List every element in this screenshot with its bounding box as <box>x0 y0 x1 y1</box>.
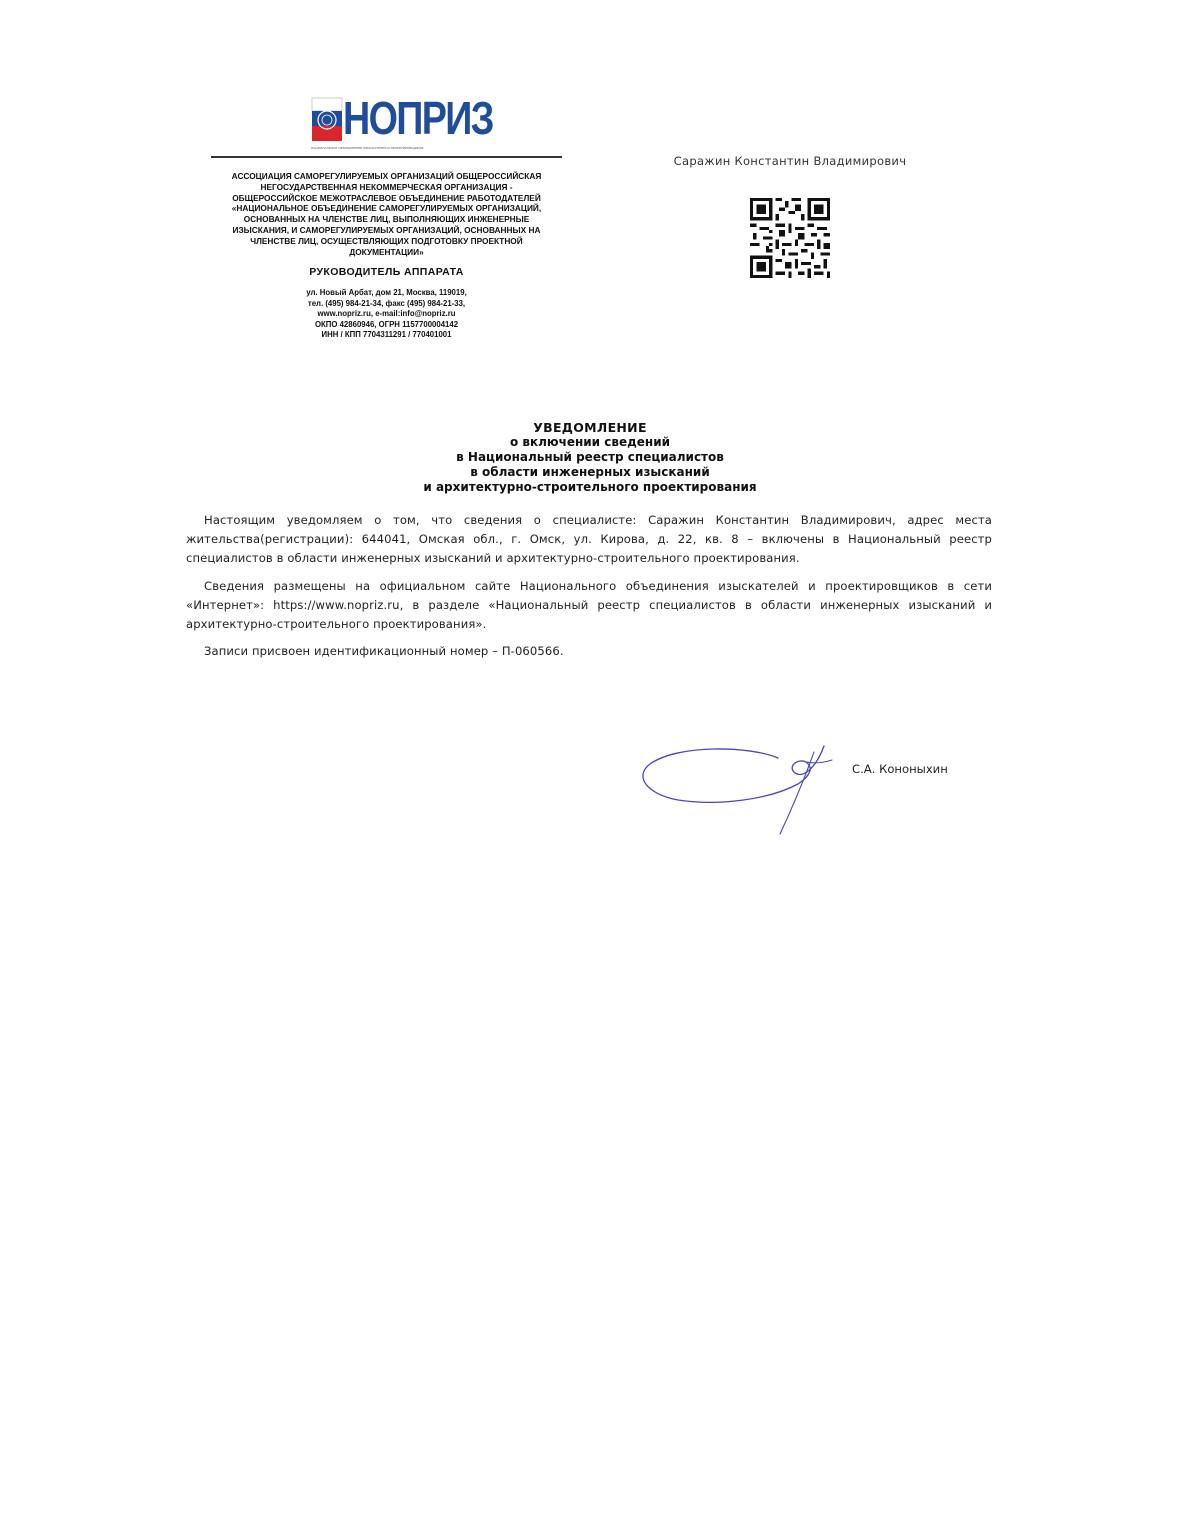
notice-heading: УВЕДОМЛЕНИЕ <box>533 420 647 435</box>
org-name-line: «НАЦИОНАЛЬНОЕ ОБЪЕДИНЕНИЕ САМОРЕГУЛИРУЕМЫХ ОРГАНИЗАЦИЙ, <box>231 203 542 214</box>
body-paragraph-inclusion: Настоящим уведомляем о том, что сведения о специалисте: Саражин Константин Владимирович, адрес места жительства(регистрации): 644041, Омская обл., г. Омск, ул. Кирова, д. 22, кв. 8 – включены в Национальный реестр специалистов в области инженерных изысканий и архитектурно-строительного проектирования. <box>186 513 992 566</box>
org-name-line: ОСНОВАННЫХ НА ЧЛЕНСТВЕ ЛИЦ, ВЫПОЛНЯЮЩИХ ИНЖЕНЕРНЫЕ <box>243 214 530 225</box>
contact-details <box>211 288 562 341</box>
org-name-line: НЕГОСУДАРСТВЕННАЯ НЕКОММЕРЧЕСКАЯ ОРГАНИЗАЦИЯ - <box>260 181 513 192</box>
contact-okpo-ogrn: ОКПО 42860946, ОГРН 1157700004142 <box>314 319 459 329</box>
body-paragraph-publication: Сведения размещены на официальном сайте Национального объединения изыскателей и проектировщиков в сети «Интернет»: https://www.nopriz.ru, в разделе «Национальный реестр специалистов в области инженерных изысканий и архитектурно-строительного проектирования». <box>186 579 992 632</box>
notice-subtitle-line: и архитектурно-строительного проектирования <box>423 480 757 494</box>
header-divider <box>211 156 562 158</box>
signer-name: С.А. Кононыхин <box>852 762 948 776</box>
position-title: РУКОВОДИТЕЛЬ АППАРАТА <box>309 266 464 278</box>
organization-name <box>211 171 562 257</box>
org-name-line: ДОКУМЕНТАЦИИ» <box>349 246 424 257</box>
recipient-name: Саражин Константин Владимирович <box>673 154 907 168</box>
logo-subtext: НАЦИОНАЛЬНОЕ ОБЪЕДИНЕНИЕ ИЗЫСКАТЕЛЕЙ И ПРОЕКТИРОВЩИКОВ <box>311 146 424 150</box>
contact-address: ул. Новый Арбат, дом 21, Москва, 119019, <box>306 288 467 297</box>
logo-wordmark: НОПРИЗ <box>343 92 493 144</box>
org-name-line: ОБЩЕРОССИЙСКОЕ МЕЖОТРАСЛЕВОЕ ОБЪЕДИНЕНИЕ РАБОТОДАТЕЛЕЙ <box>232 192 541 203</box>
org-name-line: ЧЛЕНСТВЕ ЛИЦ, ОСУЩЕСТВЛЯЮЩИХ ПОДГОТОВКУ ПРОЕКТНОЙ <box>250 235 523 246</box>
org-name-line: ИЗЫСКАНИЯ, И САМОРЕГУЛИРУЕМЫХ ОРГАНИЗАЦИЙ, ОСНОВАННЫХ НА <box>232 224 541 235</box>
contact-inn-kpp: ИНН / КПП 7704311291 / 770401001 <box>321 330 452 340</box>
body-paragraph-id-number: Записи присвоен идентификационный номер – П-060566. <box>204 644 564 658</box>
org-name-line: АССОЦИАЦИЯ САМОРЕГУЛИРУЕМЫХ ОРГАНИЗАЦИЙ ОБЩЕРОССИЙСКАЯ <box>231 171 542 181</box>
russian-flag-emblem-icon <box>311 96 343 144</box>
notice-subtitle-line: в области инженерных изысканий <box>470 465 710 479</box>
notice-subtitle-line: в Национальный реестр специалистов <box>456 450 724 464</box>
contact-web-email: www.nopriz.ru, e-mail:info@nopriz.ru <box>317 309 456 319</box>
qr-code-icon[interactable] <box>750 198 830 278</box>
notice-title <box>300 420 880 495</box>
handwritten-signature <box>638 740 834 836</box>
nopriz-logo <box>311 92 493 152</box>
contact-phone: тел. (495) 984-21-34, факс (495) 984-21-33, <box>307 298 466 308</box>
notice-subtitle-line: о включении сведений <box>509 435 671 449</box>
